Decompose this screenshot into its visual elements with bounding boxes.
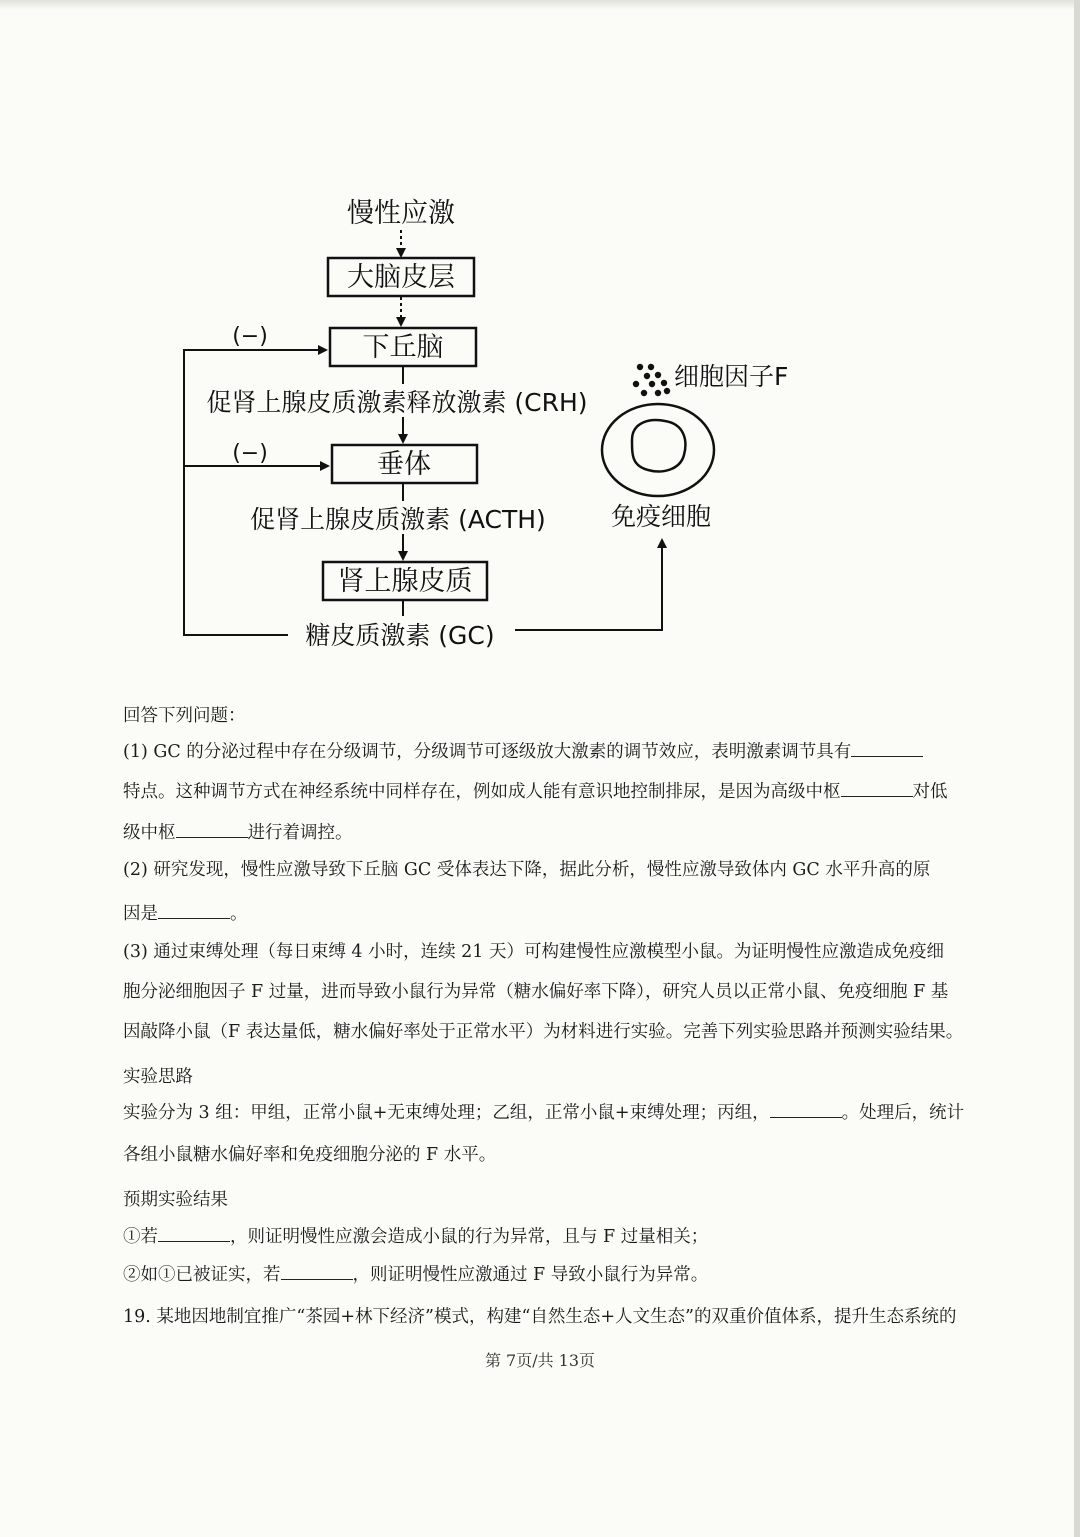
q3-line1 (123, 941, 973, 963)
q1-line2 (123, 781, 973, 803)
answer-blank-group-c[interactable] (770, 1103, 842, 1118)
q19-line (123, 1306, 973, 1328)
q3-text-a: (3) 通过束缚处理（每日束缚 4 小时，连续 21 天）可构建慢性应激模型小鼠。为证明慢性应激造成免疫细 (123, 942, 945, 962)
pituitary-label: 垂体 (377, 449, 431, 480)
q2-line1 (123, 859, 973, 881)
cytokine-f-dots (633, 364, 670, 396)
q3-text-c: 因敲降小鼠（F 表达量低，糖水偏好率处于正常水平）为材料进行实验。完善下列实验思路并预测实验结果。 (123, 1022, 964, 1042)
answer-blank-q1-3[interactable] (176, 823, 248, 838)
result-2-text-a: ②如①已被证实，若 (123, 1265, 281, 1285)
q1-text-c: 级中枢 (123, 823, 176, 843)
result-title (123, 1189, 973, 1211)
crh-label: 促肾上腺皮质激素释放激素 (CRH) (206, 388, 588, 417)
negative-feedback-2: (−) (232, 441, 268, 466)
negative-feedback-1: (−) (232, 324, 268, 349)
q1-text-c2: 进行着调控。 (247, 823, 353, 843)
answer-blank-result-1[interactable] (158, 1227, 230, 1242)
q3-line3 (123, 1021, 973, 1043)
q1-text-a: (1) GC 的分泌过程中存在分级调节，分级调节可逐级放大激素的调节效应，表明激素调节具有 (123, 742, 852, 762)
idea-text-a: 实验分为 3 组：甲组，正常小鼠+无束缚处理；乙组，正常小鼠+束缚处理；丙组， (123, 1103, 770, 1123)
cytokine-f-label: 细胞因子F (674, 362, 789, 391)
chronic-stress-label: 慢性应激 (347, 198, 455, 229)
answer-blank-result-2[interactable] (281, 1265, 353, 1280)
q19-text: 19. 某地因地制宜推广“茶园+林下经济”模式，构建“自然生态+人文生态”的双重价值体系，提升生态系统的 (123, 1307, 957, 1327)
answer-blank-q2[interactable] (158, 904, 230, 919)
idea-title (123, 1066, 973, 1088)
acth-label: 促肾上腺皮质激素 (ACTH) (250, 505, 546, 534)
answer-blank-q1-1[interactable] (851, 742, 923, 757)
immune-cell-label: 免疫细胞 (610, 502, 712, 531)
idea-title-text: 实验思路 (123, 1067, 193, 1087)
result-2-text-b: ，则证明慢性应激通过 F 导致小鼠行为异常。 (352, 1265, 709, 1285)
intro (123, 705, 973, 727)
q1-text-b2: 对低 (912, 782, 948, 802)
gc-label: 糖皮质激素 (GC) (305, 621, 495, 650)
hypothalamus-label: 下丘脑 (362, 332, 444, 363)
immune-cell-nucleus (632, 420, 685, 471)
q2-text-a: (2) 研究发现，慢性应激导致下丘脑 GC 受体表达下降，据此分析，慢性应激导致体内 GC 水平升高的原 (123, 860, 931, 880)
idea-line1 (123, 1102, 973, 1124)
hpa-axis-diagram (0, 0, 1080, 700)
q3-line2 (123, 981, 973, 1003)
result-line1 (123, 1226, 973, 1248)
q2-text-b: 因是 (123, 904, 158, 924)
q1-line1 (123, 741, 973, 763)
idea-text-a2: 。处理后，统计 (841, 1103, 965, 1123)
intro-text: 回答下列问题： (123, 706, 246, 726)
answer-blank-q1-2[interactable] (841, 782, 913, 797)
idea-line2 (123, 1144, 973, 1166)
arrow-gc-to-immune-cell (515, 540, 662, 630)
immune-cell-membrane (602, 404, 714, 496)
q1-line3 (123, 822, 973, 844)
result-1-text-a: ①若 (123, 1227, 158, 1247)
q1-text-b: 特点。这种调节方式在神经系统中同样存在，例如成人能有意识地控制排尿，是因为高级中枢 (123, 782, 841, 802)
result-title-text: 预期实验结果 (123, 1190, 228, 1210)
adrenal-cortex-label: 肾上腺皮质 (337, 566, 473, 597)
page-footer: 第 7页/共 13页 (484, 1351, 596, 1370)
q2-text-b2: 。 (230, 904, 248, 924)
idea-text-b: 各组小鼠糖水偏好率和免疫细胞分泌的 F 水平。 (123, 1145, 497, 1165)
q3-text-b: 胞分泌细胞因子 F 过量，进而导致小鼠行为异常（糖水偏好率下降），研究人员以正常小鼠、免疫细胞 F 基 (123, 982, 949, 1002)
q2-line2 (123, 903, 973, 925)
result-1-text-b: ，则证明慢性应激会造成小鼠的行为异常，且与 F 过量相关； (230, 1227, 709, 1247)
result-line2 (123, 1264, 973, 1286)
cortex-label: 大脑皮层 (347, 262, 455, 293)
